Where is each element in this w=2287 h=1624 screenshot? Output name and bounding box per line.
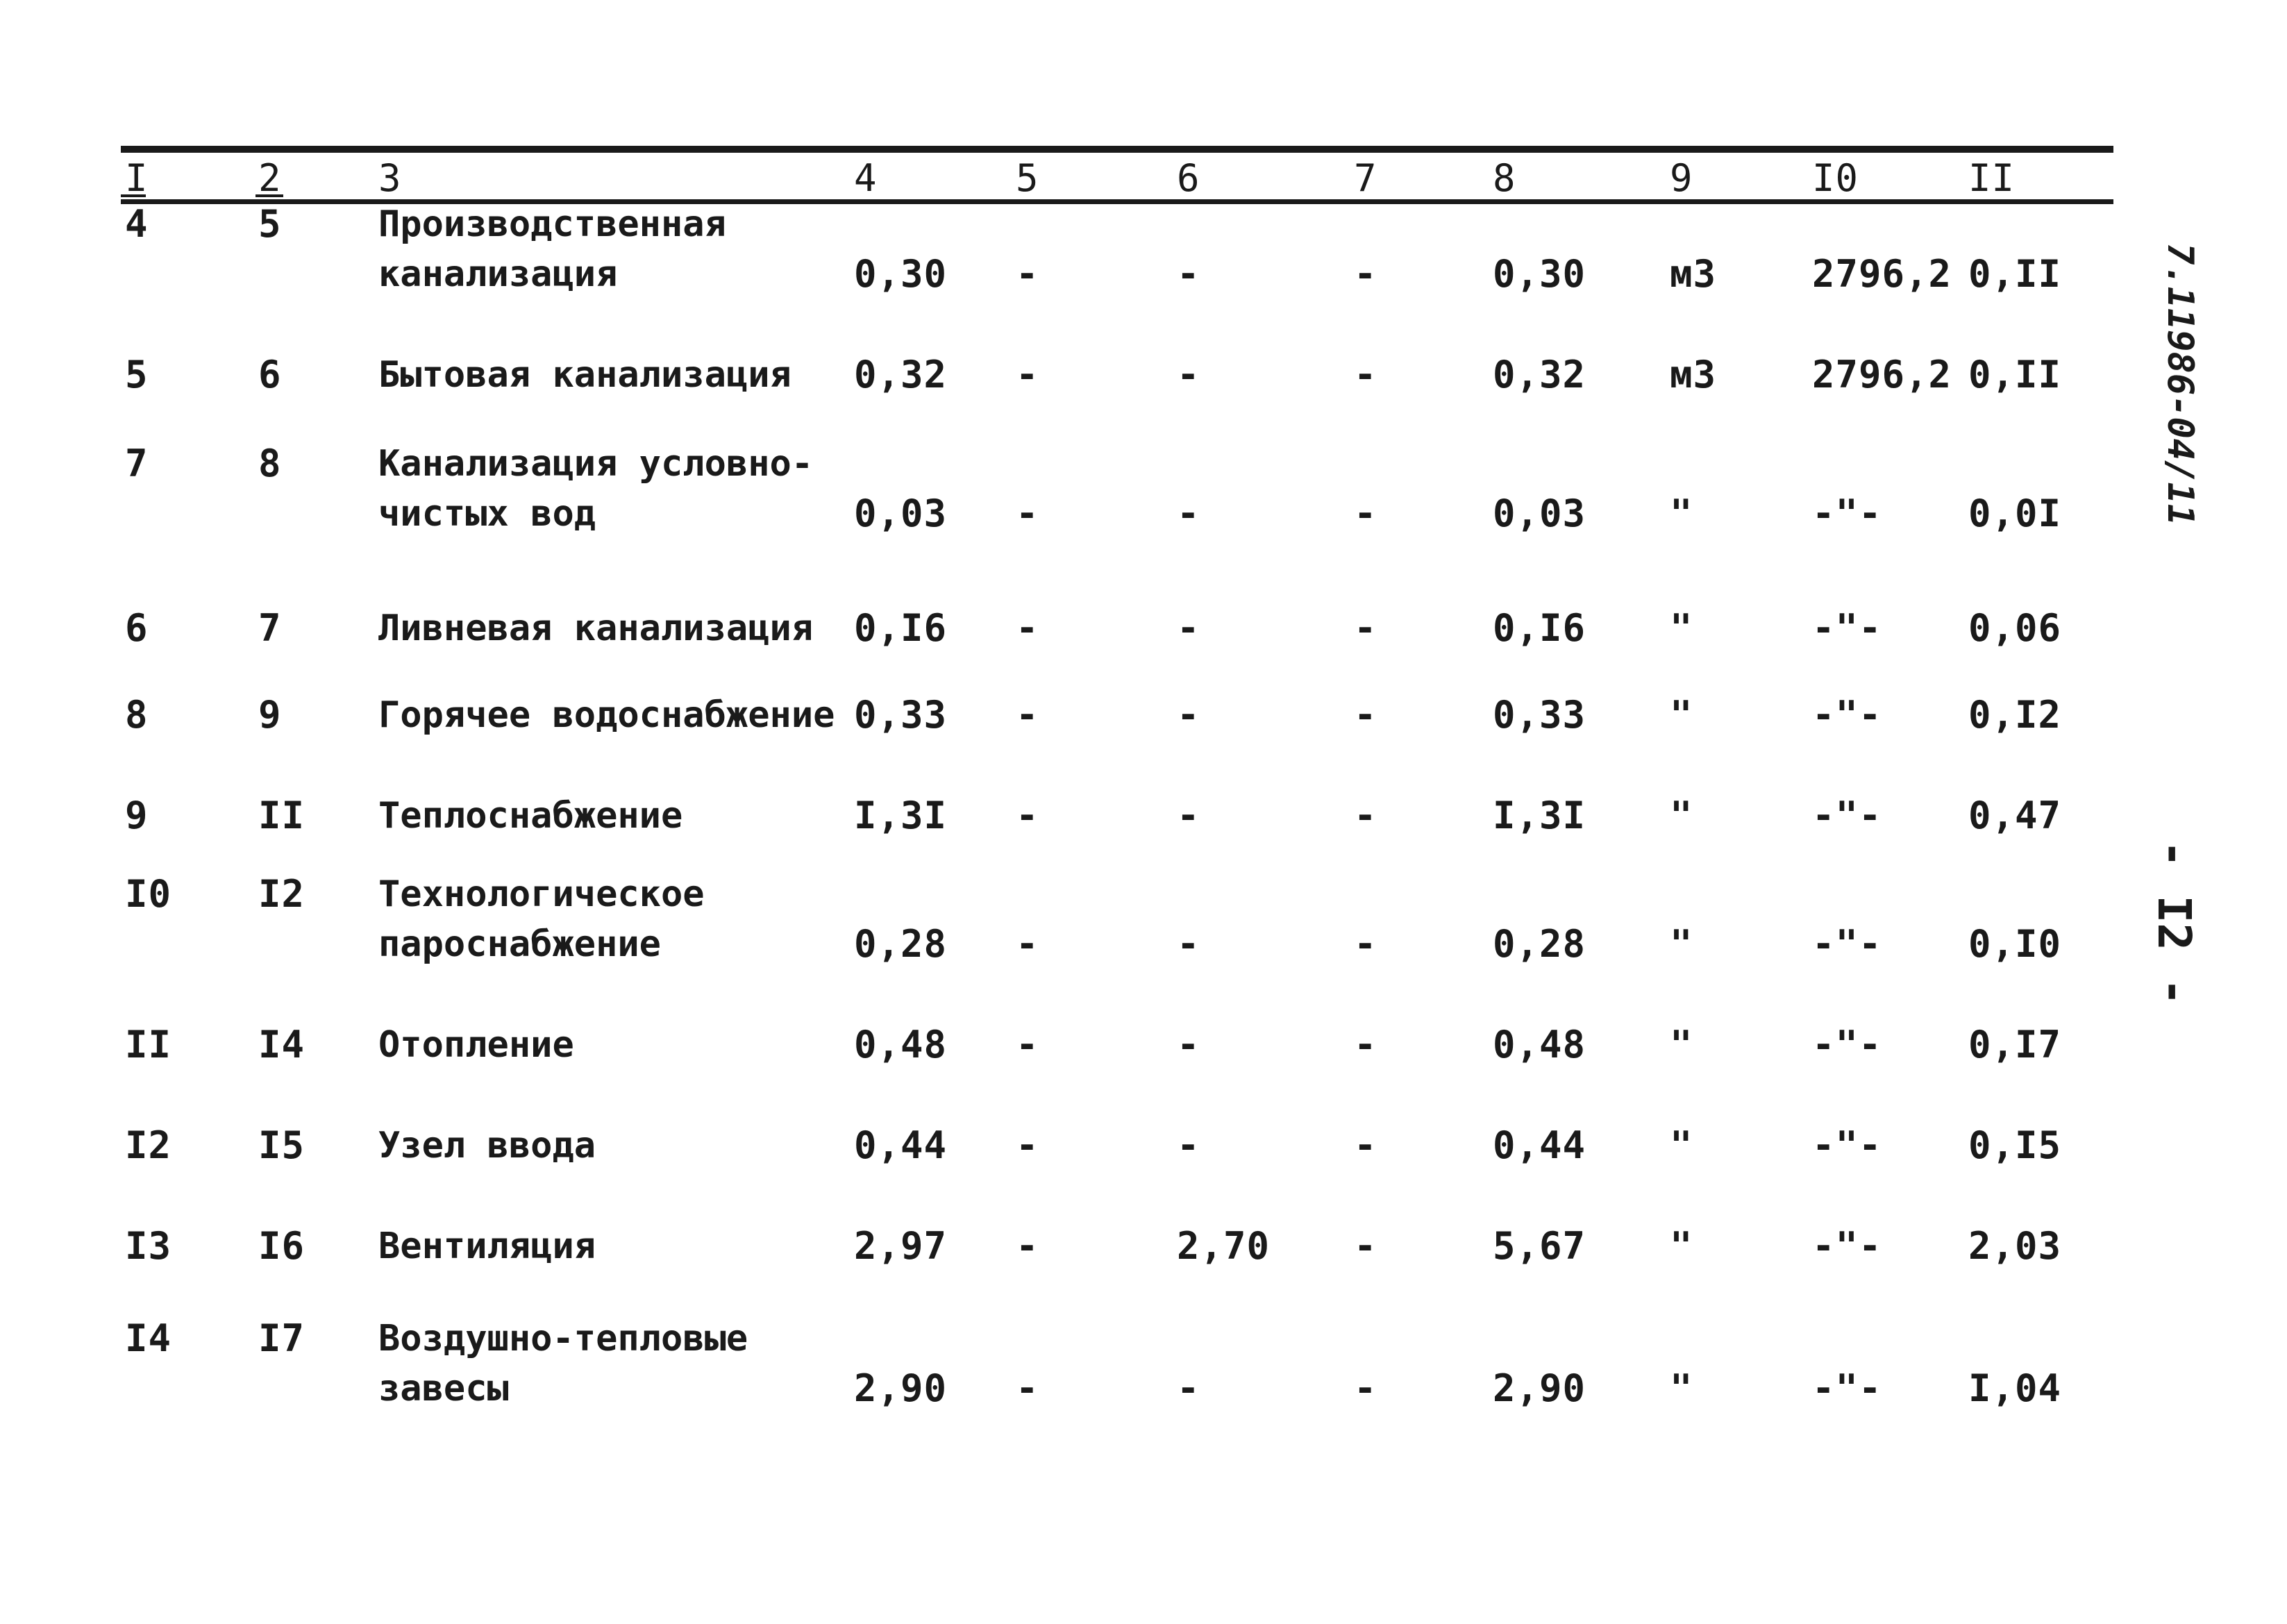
value-cell: 0,I0: [1968, 922, 2062, 966]
item-name: Воздушно-тепловые: [378, 1318, 748, 1359]
value-cell: -: [1177, 794, 1200, 837]
position-number: I5: [258, 1123, 305, 1167]
value-cell: -: [1177, 252, 1200, 296]
column-header: 2: [258, 156, 282, 200]
column-header: I0: [1812, 156, 1859, 200]
value-cell: 0,03: [1493, 492, 1586, 535]
value-cell: 0,48: [854, 1023, 948, 1066]
position-number: 7: [258, 606, 282, 650]
unit-cell: ": [1670, 1224, 1693, 1268]
unit-cell: м3: [1670, 252, 1717, 296]
item-name: Ливневая канализация: [378, 608, 814, 649]
column-header: 6: [1177, 156, 1200, 200]
value-cell: 2,97: [854, 1224, 948, 1268]
column-header: 9: [1670, 156, 1693, 200]
value-cell: -: [1177, 353, 1200, 396]
value-cell: 2,90: [1493, 1366, 1586, 1410]
value-cell: -: [1016, 794, 1039, 837]
value-cell: -: [1354, 353, 1377, 396]
position-number: I6: [258, 1224, 305, 1268]
value-cell: 2,90: [854, 1366, 948, 1410]
unit-cell: ": [1670, 922, 1693, 966]
item-name: Канализация условно-: [378, 443, 814, 485]
column-header: II: [1968, 156, 2016, 200]
unit-cell: ": [1670, 1366, 1693, 1410]
row-number: I0: [125, 872, 172, 916]
value-cell: -: [1354, 693, 1377, 737]
row-number: I4: [125, 1316, 172, 1360]
position-number: 5: [258, 202, 282, 246]
row-number: 4: [125, 202, 149, 246]
value-cell: 0,32: [1493, 353, 1586, 396]
value-cell: -: [1016, 922, 1039, 966]
unit-cell: ": [1670, 1023, 1693, 1066]
item-name: чистых вод: [378, 493, 596, 535]
item-name: Отопление: [378, 1024, 574, 1066]
value-cell: 0,I6: [1493, 606, 1586, 650]
item-name: Узел ввода: [378, 1125, 596, 1166]
column-header: 5: [1016, 156, 1039, 200]
value-cell: -: [1016, 252, 1039, 296]
row-number: I2: [125, 1123, 172, 1167]
value-cell: -: [1177, 1023, 1200, 1066]
value-cell: -: [1177, 1123, 1200, 1167]
value-cell: 0,44: [854, 1123, 948, 1167]
value-cell: 0,II: [1968, 252, 2062, 296]
value-cell: 2796,2: [1812, 252, 1952, 296]
value-cell: 0,0I: [1968, 492, 2062, 535]
value-cell: -: [1016, 693, 1039, 737]
page-number: - I2 -: [2147, 840, 2201, 1006]
value-cell: 0,06: [1968, 606, 2062, 650]
value-cell: -: [1354, 1023, 1377, 1066]
position-number: 8: [258, 442, 282, 485]
value-cell: I,04: [1968, 1366, 2062, 1410]
value-cell: 0,47: [1968, 794, 2062, 837]
value-cell: -"-: [1812, 1366, 1882, 1410]
side-note: 7.11986-04/11: [2159, 243, 2201, 526]
value-cell: -"-: [1812, 1123, 1882, 1167]
column-header: I: [125, 156, 149, 200]
row-number: II: [125, 1023, 172, 1066]
row-number: I3: [125, 1224, 172, 1268]
unit-cell: ": [1670, 492, 1693, 535]
value-cell: -: [1354, 606, 1377, 650]
value-cell: -: [1177, 1366, 1200, 1410]
value-cell: -: [1177, 693, 1200, 737]
table-top-rule: [121, 146, 2113, 153]
value-cell: 0,48: [1493, 1023, 1586, 1066]
item-name: Бытовая канализация: [378, 354, 791, 396]
item-name: Технологическое: [378, 873, 705, 915]
value-cell: -"-: [1812, 922, 1882, 966]
value-cell: 0,44: [1493, 1123, 1586, 1167]
value-cell: 5,67: [1493, 1224, 1586, 1268]
column-header: 4: [854, 156, 878, 200]
position-number: I4: [258, 1023, 305, 1066]
value-cell: 0,I6: [854, 606, 948, 650]
value-cell: -: [1016, 353, 1039, 396]
value-cell: 0,30: [854, 252, 948, 296]
value-cell: I,3I: [854, 794, 948, 837]
item-name: канализация: [378, 253, 618, 295]
value-cell: 0,30: [1493, 252, 1586, 296]
item-name: пароснабжение: [378, 923, 661, 965]
position-number: 9: [258, 693, 282, 737]
value-cell: 2,03: [1968, 1224, 2062, 1268]
value-cell: 0,I7: [1968, 1023, 2062, 1066]
value-cell: 2796,2: [1812, 353, 1952, 396]
value-cell: 0,33: [854, 693, 948, 737]
value-cell: -: [1354, 492, 1377, 535]
value-cell: 0,03: [854, 492, 948, 535]
value-cell: 0,28: [854, 922, 948, 966]
value-cell: -"-: [1812, 693, 1882, 737]
unit-cell: ": [1670, 606, 1693, 650]
value-cell: -"-: [1812, 492, 1882, 535]
value-cell: 0,33: [1493, 693, 1586, 737]
row-number: 6: [125, 606, 149, 650]
position-number: I7: [258, 1316, 305, 1360]
unit-cell: м3: [1670, 353, 1717, 396]
value-cell: 2,70: [1177, 1224, 1271, 1268]
value-cell: 0,II: [1968, 353, 2062, 396]
value-cell: -: [1354, 252, 1377, 296]
value-cell: -: [1354, 794, 1377, 837]
value-cell: -: [1177, 922, 1200, 966]
value-cell: -"-: [1812, 1023, 1882, 1066]
value-cell: -: [1177, 606, 1200, 650]
unit-cell: ": [1670, 794, 1693, 837]
item-name: Вентиляция: [378, 1225, 596, 1267]
position-number: 6: [258, 353, 282, 396]
value-cell: -: [1354, 922, 1377, 966]
value-cell: 0,28: [1493, 922, 1586, 966]
value-cell: 0,32: [854, 353, 948, 396]
value-cell: -: [1354, 1224, 1377, 1268]
value-cell: -: [1016, 1123, 1039, 1167]
item-name: завесы: [378, 1368, 509, 1409]
value-cell: -"-: [1812, 1224, 1882, 1268]
value-cell: -: [1016, 492, 1039, 535]
row-number: 9: [125, 794, 149, 837]
value-cell: -: [1354, 1123, 1377, 1167]
row-number: 5: [125, 353, 149, 396]
row-number: 8: [125, 693, 149, 737]
unit-cell: ": [1670, 693, 1693, 737]
position-number: II: [258, 794, 305, 837]
value-cell: -: [1016, 1023, 1039, 1066]
value-cell: 0,I5: [1968, 1123, 2062, 1167]
item-name: Теплоснабжение: [378, 795, 683, 837]
column-header: 8: [1493, 156, 1516, 200]
column-header: 3: [378, 156, 402, 200]
position-number: I2: [258, 872, 305, 916]
column-header: 7: [1354, 156, 1377, 200]
value-cell: -"-: [1812, 606, 1882, 650]
value-cell: -: [1016, 1366, 1039, 1410]
value-cell: -: [1016, 606, 1039, 650]
value-cell: -: [1354, 1366, 1377, 1410]
row-number: 7: [125, 442, 149, 485]
item-name: Производственная: [378, 203, 726, 245]
value-cell: I,3I: [1493, 794, 1586, 837]
value-cell: -: [1177, 492, 1200, 535]
item-name: Горячее водоснабжение: [378, 694, 835, 736]
value-cell: 0,I2: [1968, 693, 2062, 737]
value-cell: -: [1016, 1224, 1039, 1268]
value-cell: -"-: [1812, 794, 1882, 837]
unit-cell: ": [1670, 1123, 1693, 1167]
